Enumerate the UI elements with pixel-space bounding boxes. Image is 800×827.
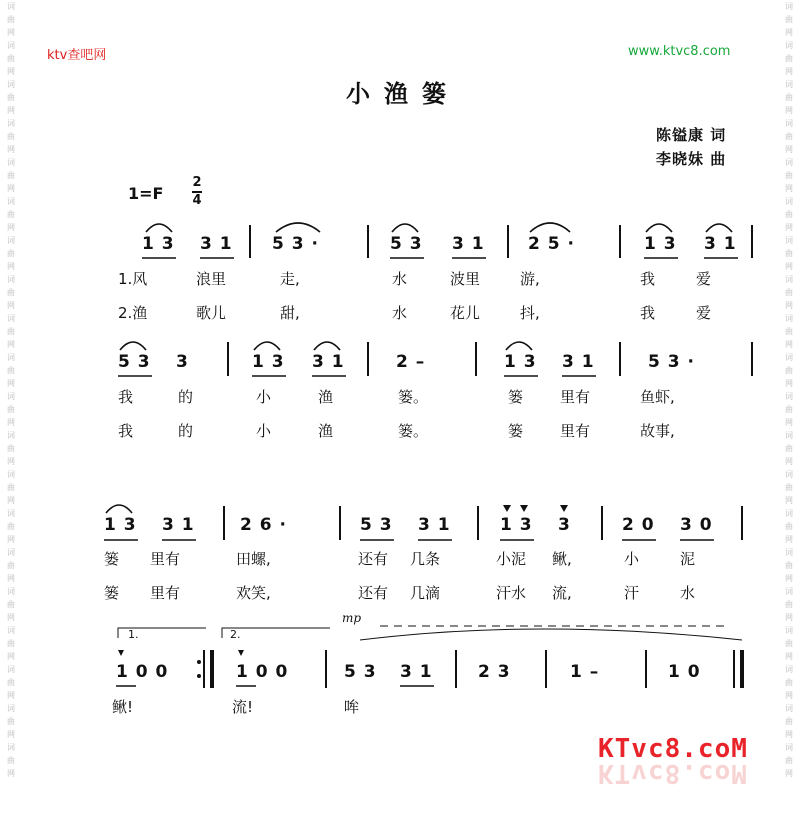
note-group: 3 1 (452, 234, 485, 254)
note-group: 3 1 (418, 515, 451, 535)
watermark-glyph: 网 (785, 457, 793, 466)
watermark-glyph: 词 (7, 626, 15, 635)
watermark-glyph: 词 (785, 587, 793, 596)
watermark-glyph: 网 (7, 652, 15, 661)
watermark-glyph: 词 (7, 665, 15, 674)
watermark-glyph: 网 (7, 457, 15, 466)
watermark-glyph: 网 (7, 145, 15, 154)
lyric-line: 流! (232, 698, 254, 716)
note-group: 5 3 · (272, 234, 319, 254)
note-group: 1 0 0 (116, 662, 169, 682)
lyric-verse1: 水 (392, 270, 408, 288)
watermark-glyph: 网 (7, 223, 15, 232)
watermark-glyph: 词 (7, 2, 15, 11)
ktvc8-logo-reflection: KTvc8.coM (598, 758, 748, 788)
barlines-system-2 (228, 342, 752, 376)
watermark-glyph: 词 (785, 704, 793, 713)
lyric-verse2: 还有 (358, 584, 389, 602)
watermark-glyph: 曲 (7, 639, 15, 648)
watermark-glyph: 网 (785, 418, 793, 427)
note-group: 1 3 (104, 515, 137, 535)
lyric-verse2: 的 (178, 422, 194, 440)
watermark-glyph: 网 (7, 106, 15, 115)
underlines-system-1 (142, 223, 738, 258)
watermark-glyph: 词 (7, 743, 15, 752)
watermark-glyph: 曲 (785, 15, 793, 24)
watermark-glyph: 网 (785, 730, 793, 739)
note-group: 1 3 (252, 352, 285, 372)
watermark-glyph: 网 (7, 262, 15, 271)
small-accents-system-4 (118, 650, 244, 656)
watermark-glyph: 词 (785, 353, 793, 362)
volta-brackets (118, 628, 330, 638)
slur (106, 505, 132, 513)
watermark-glyph: 曲 (7, 54, 15, 63)
lyric-verse2: 我 (640, 304, 656, 322)
note-group: 5 3 · (648, 352, 695, 372)
lyric-verse2: 甜, (280, 304, 300, 322)
watermark-glyph: 词 (785, 41, 793, 50)
note-group: 5 3 (118, 352, 151, 372)
watermark-glyph: 曲 (785, 678, 793, 687)
slur (646, 224, 672, 232)
note-group: 3 1 (562, 352, 595, 372)
watermark-glyph: 曲 (785, 405, 793, 414)
slur (254, 342, 280, 350)
note-group: 2 0 (622, 515, 655, 535)
watermark-glyph: 网 (7, 184, 15, 193)
watermark-glyph: 曲 (7, 717, 15, 726)
song-title: 小渔篓 (346, 79, 460, 108)
note-group: 1 – (570, 662, 600, 682)
lyric-verse1: 走, (280, 270, 300, 288)
watermark-glyph: 词 (7, 431, 15, 440)
lyric-verse2: 小 (256, 422, 272, 440)
repeat-dot (197, 674, 201, 678)
lyric-verse1: 1.风 (118, 270, 148, 288)
lyric-verse2: 歌儿 (196, 304, 227, 322)
watermark-glyph: 曲 (785, 522, 793, 531)
watermark-glyph: 曲 (785, 483, 793, 492)
lyric-verse1: 田螺, (236, 550, 271, 568)
watermark-glyph: 网 (785, 574, 793, 583)
watermark-glyph: 网 (785, 769, 793, 778)
watermark-glyph: 词 (7, 470, 15, 479)
watermark-glyph: 网 (785, 535, 793, 544)
watermark-glyph: 曲 (7, 288, 15, 297)
volta-1-bracket (118, 628, 206, 638)
watermark-glyph: 网 (785, 691, 793, 700)
note-group: 5 3 (344, 662, 377, 682)
underlines-system-3 (104, 505, 714, 540)
watermark-glyph: 网 (785, 106, 793, 115)
note-group: 3 1 (200, 234, 233, 254)
lyric-verse2: 流, (552, 584, 572, 602)
lyric-verse1: 爱 (696, 270, 712, 288)
watermark-glyph: 网 (7, 574, 15, 583)
watermark-glyph: 词 (7, 236, 15, 245)
slur (392, 224, 418, 232)
slur (506, 342, 532, 350)
accent-marks-system-3 (503, 505, 568, 512)
slur (120, 342, 146, 350)
lyric-verse2: 水 (392, 304, 408, 322)
time-signature-top: 2 (192, 175, 202, 190)
key-signature: 1=F (128, 184, 164, 203)
watermark-glyph: 词 (7, 353, 15, 362)
watermark-glyph: 网 (7, 301, 15, 310)
lyric-verse1: 我 (118, 388, 134, 406)
watermark-glyph: 曲 (7, 756, 15, 765)
watermark-glyph: 词 (785, 509, 793, 518)
watermark-glyph: 曲 (7, 249, 15, 258)
dynamic-marking: mp (342, 611, 362, 625)
watermark-glyph: 词 (7, 119, 15, 128)
watermark-glyph: 词 (785, 470, 793, 479)
lyric-verse1: 浪里 (196, 270, 227, 288)
watermark-glyph: 网 (785, 184, 793, 193)
watermark-glyph: 词 (785, 119, 793, 128)
lyric-verse2: 汗水 (496, 584, 527, 602)
watermark-glyph: 词 (785, 197, 793, 206)
watermark-glyph: 曲 (785, 600, 793, 609)
accent-mark (520, 505, 528, 512)
lyric-verse1: 小 (624, 550, 640, 568)
watermark-glyph: 网 (785, 223, 793, 232)
repeat-dots (197, 660, 201, 678)
watermark-glyph: 网 (785, 262, 793, 271)
note-group: 2 6 · (240, 515, 287, 535)
watermark-glyph: 词 (785, 80, 793, 89)
note-group: 3 1 (162, 515, 195, 535)
barlines-system-4 (204, 650, 742, 688)
watermark-glyph: 网 (785, 28, 793, 37)
watermark-glyph: 曲 (7, 561, 15, 570)
watermark-glyph: 词 (785, 548, 793, 557)
lyric-verse1: 小泥 (496, 550, 527, 568)
site-name-left[interactable]: ktv查吧网 (47, 48, 107, 63)
lyric-verse1: 篓 (104, 550, 120, 568)
accent-mark (118, 650, 124, 656)
watermark-glyph: 词 (7, 587, 15, 596)
watermark-glyph: 曲 (7, 678, 15, 687)
volta-1-label: 1. (128, 628, 139, 641)
watermark-glyph: 网 (7, 691, 15, 700)
note-group: 3 (558, 515, 571, 535)
volta-2-label: 2. (230, 628, 241, 641)
watermark-glyph: 词 (785, 236, 793, 245)
watermark-glyph: 曲 (7, 483, 15, 492)
slur (706, 224, 732, 232)
watermark-glyph: 网 (785, 496, 793, 505)
watermark-glyph: 词 (785, 275, 793, 284)
watermark-glyph: 网 (785, 613, 793, 622)
slur (530, 223, 570, 232)
watermark-glyph: 词 (785, 431, 793, 440)
watermark-glyph: 网 (785, 145, 793, 154)
watermark-glyph: 网 (785, 652, 793, 661)
watermark-glyph: 词 (7, 41, 15, 50)
slur (146, 224, 172, 232)
watermark-glyph: 词 (7, 548, 15, 557)
lyric-verse1: 我 (640, 270, 656, 288)
lyric-verse2: 故事, (640, 422, 675, 440)
watermark-glyph: 词 (785, 158, 793, 167)
lyric-verse2: 花儿 (450, 304, 481, 322)
watermark-glyph: 词 (785, 2, 793, 11)
lyric-verse1: 鱼虾, (640, 388, 675, 406)
accent-mark (503, 505, 511, 512)
watermark-glyph: 网 (7, 496, 15, 505)
note-group: 2 – (396, 352, 426, 372)
note-group: 5 3 (390, 234, 423, 254)
volta-2-bracket (222, 628, 330, 638)
watermark-glyph: 曲 (7, 210, 15, 219)
watermark-glyph: 曲 (785, 288, 793, 297)
lyric-verse1: 篓。 (398, 388, 429, 406)
watermark-glyph: 曲 (785, 171, 793, 180)
repeat-dot (197, 660, 201, 664)
lyric-verse1: 泥 (680, 550, 696, 568)
watermark-glyph: 网 (7, 379, 15, 388)
watermark-glyph: 网 (7, 613, 15, 622)
watermark-glyph: 词 (7, 197, 15, 206)
watermark-glyph: 曲 (785, 132, 793, 141)
watermark-glyph: 曲 (785, 327, 793, 336)
watermark-glyph: 网 (785, 301, 793, 310)
lyric-line: 鳅! (112, 698, 134, 716)
lyric-verse1: 里有 (560, 388, 591, 406)
barlines-system-1 (250, 225, 752, 258)
lyric-verse2: 里有 (150, 584, 181, 602)
watermark-glyph: 曲 (7, 15, 15, 24)
note-group: 3 0 (680, 515, 713, 535)
lyric-verse1: 游, (520, 270, 540, 288)
lyric-verse1: 小 (256, 388, 272, 406)
lyric-verse1: 篓 (508, 388, 524, 406)
lyric-verse1: 还有 (358, 550, 389, 568)
watermark-glyph: 词 (7, 704, 15, 713)
slur (276, 223, 320, 232)
underlines-system-2 (118, 342, 596, 376)
watermark-glyph: 曲 (785, 366, 793, 375)
accent-mark (238, 650, 244, 656)
accent-mark (560, 505, 568, 512)
watermark-glyph: 曲 (7, 171, 15, 180)
watermark-glyph: 曲 (7, 93, 15, 102)
watermark-glyph: 词 (7, 314, 15, 323)
watermark-glyph: 曲 (785, 249, 793, 258)
watermark-glyph: 曲 (7, 366, 15, 375)
watermark-glyph: 网 (785, 340, 793, 349)
lyric-verse1: 渔 (318, 388, 334, 406)
phrase-slur (360, 629, 742, 640)
watermark-glyph: 网 (7, 535, 15, 544)
time-signature-bottom: 4 (192, 193, 202, 208)
lyric-verse2: 里有 (560, 422, 591, 440)
note-group: 2 5 · (528, 234, 575, 254)
watermark-glyph: 网 (785, 67, 793, 76)
watermark-glyph: 曲 (785, 561, 793, 570)
note-group: 1 0 (668, 662, 701, 682)
dynamic-hairpins (360, 626, 742, 640)
ktvc8-logo[interactable]: KTvc8.coM (598, 734, 748, 764)
watermark-glyph: 词 (785, 626, 793, 635)
note-group: 2 3 (478, 662, 511, 682)
watermark-glyph: 词 (785, 743, 793, 752)
watermark-glyph: 曲 (7, 132, 15, 141)
lyric-verse2: 水 (680, 584, 696, 602)
lyric-verse2: 篓。 (398, 422, 429, 440)
lyric-verse1: 鳅, (552, 550, 572, 568)
note-group: 1 3 (142, 234, 175, 254)
lyric-verse2: 我 (118, 422, 134, 440)
watermark-glyph: 词 (785, 665, 793, 674)
watermark-glyph: 曲 (785, 756, 793, 765)
note-group: 1 3 (500, 515, 533, 535)
watermark-glyph: 词 (785, 314, 793, 323)
lyric-line: 哞 (344, 698, 360, 716)
watermark-glyph: 曲 (785, 54, 793, 63)
watermark-glyph: 曲 (785, 717, 793, 726)
watermark-glyph: 词 (7, 158, 15, 167)
watermark-glyph: 曲 (785, 444, 793, 453)
watermark-glyph: 曲 (785, 639, 793, 648)
note-group: 3 1 (312, 352, 345, 372)
watermark-glyph: 曲 (7, 405, 15, 414)
lyric-verse2: 欢笑, (236, 584, 271, 602)
lyric-verse2: 汗 (624, 584, 640, 602)
lyric-verse2: 篓 (104, 584, 120, 602)
watermark-glyph: 网 (7, 769, 15, 778)
watermark-glyph: 曲 (7, 600, 15, 609)
watermark-glyph: 词 (7, 392, 15, 401)
note-group: 1 3 (644, 234, 677, 254)
lyric-verse1: 波里 (450, 270, 481, 288)
lyric-verse1: 的 (178, 388, 194, 406)
watermark-glyph: 曲 (7, 327, 15, 336)
note-group: 1 0 0 (236, 662, 289, 682)
watermark-glyph: 曲 (785, 210, 793, 219)
lyric-verse2: 渔 (318, 422, 334, 440)
watermark-glyph: 词 (7, 80, 15, 89)
lyricist-credit: 陈镒康 词 (656, 126, 727, 144)
watermark-glyph: 词 (785, 392, 793, 401)
watermark-glyph: 曲 (785, 93, 793, 102)
lyric-verse1: 里有 (150, 550, 181, 568)
site-url-right[interactable]: www.ktvc8.com (628, 44, 731, 59)
lyric-verse2: 爱 (696, 304, 712, 322)
lyric-verse2: 篓 (508, 422, 524, 440)
watermark-glyph: 网 (7, 67, 15, 76)
note-group: 3 1 (400, 662, 433, 682)
slur (314, 342, 340, 350)
note-group: 5 3 (360, 515, 393, 535)
lyric-verse1: 几条 (410, 550, 441, 568)
note-group: 3 (176, 352, 189, 372)
composer-credit: 李晓妹 曲 (656, 150, 727, 168)
watermark-glyph: 网 (785, 379, 793, 388)
note-group: 3 1 (704, 234, 737, 254)
watermark-glyph: 网 (7, 418, 15, 427)
watermark-glyph: 词 (7, 275, 15, 284)
watermark-glyph: 词 (7, 509, 15, 518)
lyric-verse2: 2.渔 (118, 304, 148, 322)
watermark-glyph: 网 (7, 28, 15, 37)
watermark-glyph: 网 (7, 340, 15, 349)
watermark-glyph: 曲 (7, 444, 15, 453)
watermark-glyph: 网 (7, 730, 15, 739)
lyric-verse2: 几滴 (410, 584, 441, 602)
barlines-system-3 (224, 506, 742, 540)
lyric-verse2: 抖, (520, 304, 540, 322)
watermark-glyph: 曲 (7, 522, 15, 531)
note-group: 1 3 (504, 352, 537, 372)
